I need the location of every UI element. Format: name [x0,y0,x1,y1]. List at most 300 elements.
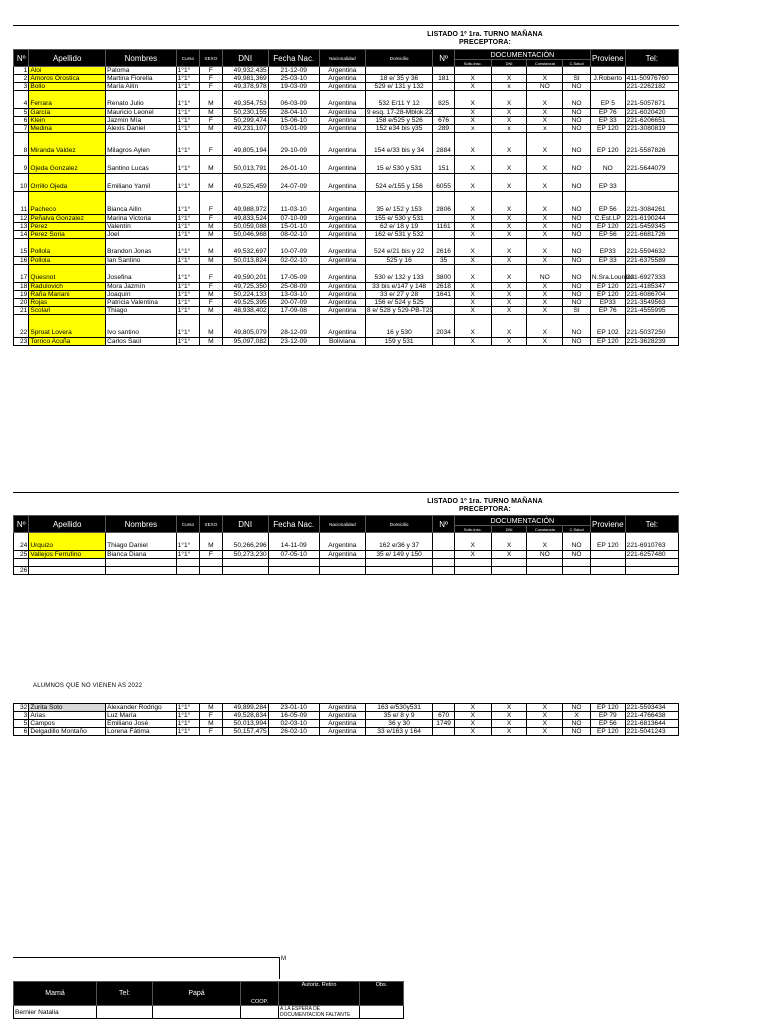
cell-fecha: 02-02-10 [268,257,319,265]
cell-csalud: SI [563,75,591,83]
cell-apellido: Zurita Soto [29,704,106,712]
absent-table-wrap [13,703,679,736]
cell-dni-doc [491,567,527,575]
cell-sexo: M [200,125,223,133]
cell-sexo: M [200,91,223,109]
cell-sexo: F [200,265,223,283]
col-solic: Solic.insc. [454,60,491,67]
cell-nombres: Brandon Jonas [106,239,177,257]
cell-nacionalidad: Argentina [319,291,365,299]
cell-num: 26 [14,567,29,575]
absent-caption: ALUMNOS QUE NO VIENEN AS 2022 [33,683,143,689]
cell-apellido: García [29,109,106,117]
cell-num: 21 [14,307,29,315]
col-coop: COOP. [241,982,279,1006]
cell-nombres: Thiago [106,307,177,315]
cell-sexo: F [200,551,223,559]
cell-domicilio: 529 e/ 131 y 132 [365,83,433,91]
cell-dni: 48,938,402 [222,307,268,315]
title-line-1: LISTADO 1º 1ra. TURNO MAÑANA [427,498,543,505]
cell-apellido: Quesnot [29,265,106,283]
cell-tel: 221-4185347 [625,283,678,291]
cell-nacionalidad: Argentina [319,125,365,133]
col-mama: Mamá [14,982,97,1006]
cell-dni-doc: x [491,125,527,133]
cell-dni-doc: X [491,239,527,257]
cell-num: 32 [14,704,29,712]
cell-proviene: EP 56 [590,231,625,239]
cell-tel: 411-50976760 [625,75,678,83]
cell-numero: 2884 [433,133,454,156]
cell-num: 9 [14,156,29,174]
cell-constancia: X [527,239,563,257]
table-row [14,315,679,338]
cell-solic: X [454,533,491,551]
col-tel: Tel: [625,516,678,533]
cell-nacionalidad: Argentina [319,223,365,231]
cell-sexo: F [200,712,223,720]
cell-tel: 221-6020420 [625,109,678,117]
cell-domicilio: 524 e/21 bis y 22 [365,239,433,257]
cell-nombres: Valentín [106,223,177,231]
cell-domicilio: 152 e34 bis y35 [365,125,433,133]
cell-constancia: NO [527,551,563,559]
cell-curso: 1°1° [176,231,200,239]
cell-constancia: X [527,307,563,315]
cell-tel [625,174,678,192]
cell-tel: 221-5057871 [625,91,678,109]
col-tel: Tel: [97,982,153,1006]
cell-nombres: Carlos Saúl [106,338,177,346]
cell-dni: 50,157,475 [222,728,268,736]
cell-nombres: Santino Lucas [106,156,177,174]
cell-csalud: X [563,712,591,720]
cell-sexo: F [200,283,223,291]
cell-apellido: Urquizo [29,533,106,551]
cell-fecha: 03-01-09 [268,125,319,133]
cell-fecha: 19-03-09 [268,83,319,91]
cell-nacionalidad [319,567,365,575]
cell-csalud: SI [563,307,591,315]
cell-constancia: X [527,299,563,307]
cell-nombres [106,567,177,575]
cell-num: 1 [14,67,29,75]
cell-proviene: EP 79 [590,712,625,720]
cell-proviene: EP 76 [590,307,625,315]
cell-domicilio: 159 y 531 [365,338,433,346]
cell-apellido: Miranda Valdez [29,133,106,156]
cell-solic [454,567,491,575]
cell-num: 13 [14,223,29,231]
cell-curso: 1°1° [176,257,200,265]
cell-apellido: Radulovich [29,283,106,291]
cell-numero: 670 [433,712,454,720]
cell-dni-doc: X [491,231,527,239]
cell-numero: 1749 [433,720,454,728]
col-num: Nº [14,50,29,67]
cell-curso: 1°1° [176,533,200,551]
table-row [14,551,679,559]
cell-constancia [527,567,563,575]
cell-sexo: F [200,728,223,736]
cell-sexo: M [200,307,223,315]
cell-numero [433,215,454,223]
list-title-2 [385,498,585,514]
table-row [14,67,679,75]
cell-proviene: EP 120 [590,125,625,133]
parents-table [13,981,404,1019]
cell-apellido: Vallejos Ferrufino [29,551,106,559]
cell-dni: 95,097,082 [222,338,268,346]
cell-csalud: NO [563,338,591,346]
cell-constancia: X [527,291,563,299]
cell-num: 14 [14,231,29,239]
cell-sexo: M [200,223,223,231]
cell-nacionalidad: Argentina [319,299,365,307]
col-num2: Nº [433,50,454,67]
cell-nacionalidad: Argentina [319,215,365,223]
cell-tel [97,1006,153,1019]
cell-numero [433,67,454,75]
cell-curso: 1°1° [176,551,200,559]
cell-solic [454,67,491,75]
cell-fecha: 26-01-10 [268,156,319,174]
cell-tel: 221-5644079 [625,156,678,174]
cell-tel: 221-6257480 [625,551,678,559]
list-title-1 [385,31,585,47]
cell-solic [454,559,491,567]
cell-dni: 49,981,369 [222,75,268,83]
cell-nacionalidad: Argentina [319,533,365,551]
cell-csalud: NO [563,109,591,117]
cell-tel: 221-3080819 [625,125,678,133]
col-dni: DNI [222,50,268,67]
cell-dni: 49,528,834 [222,712,268,720]
cell-nombres: Emiliano José [106,720,177,728]
cell-constancia: NO [527,83,563,91]
cell-proviene: EP 102 [590,315,625,338]
cell-curso: 1°1° [176,192,200,215]
cell-proviene: EP 33 [590,174,625,192]
student-table-2-wrap [13,515,679,575]
cell-curso [176,567,200,575]
cell-constancia: X [527,338,563,346]
cell-csalud: NO [563,239,591,257]
cell-domicilio: 35 e/ 149 y 150 [365,551,433,559]
cell-fecha: 07-10-09 [268,215,319,223]
cell-numero [433,307,454,315]
cell-tel: 221-6206651 [625,117,678,125]
cell-domicilio: 9 esq. 17-28-Mblok 22 [366,109,433,116]
cell-sexo: M [200,174,223,192]
cell-constancia: X [527,75,563,83]
col-num: Nº [14,516,29,533]
cell-curso: 1°1° [176,156,200,174]
cell-fecha: 20-07-09 [268,299,319,307]
cell-num: 22 [14,315,29,338]
cell-nacionalidad: Argentina [319,174,365,192]
cell-constancia: X [527,174,563,192]
cell-proviene: EP 33 [590,257,625,265]
table-1-body [14,67,679,346]
cell-sexo: M [200,315,223,338]
cell-proviene [590,83,625,91]
cell-csalud: NO [563,704,591,712]
cell-nacionalidad: Argentina [319,265,365,283]
cell-tel: 221-6086704 [625,291,678,299]
cell-sexo [200,567,223,575]
cell-tel: 221-3628239 [625,338,678,346]
cell-proviene: EP 120 [590,704,625,712]
cell-constancia: X [527,223,563,231]
cell-domicilio [365,567,433,575]
table-row [14,567,679,575]
cell-numero: 6055 [433,174,454,192]
col-constancia: Constancia [527,526,563,533]
cell-num: 2 [14,75,29,83]
table-row [14,559,679,567]
cell-curso: 1°1° [176,307,200,315]
parents-row [14,1006,404,1019]
cell-fecha: 17-09-08 [268,307,319,315]
cell-constancia: X [527,156,563,174]
cell-apellido: Aloi [29,67,106,75]
table-row [14,117,679,125]
cell-dni: 50,013,994 [222,720,268,728]
cell-nombres: Joaquín [106,291,177,299]
cell-domicilio: 62 e/ 18 y 19 [365,223,433,231]
cell-solic: X [454,720,491,728]
col-apellido: Apellido [29,516,106,533]
cell-dni-doc: X [491,133,527,156]
cell-tel: 221-4766438 [625,712,678,720]
cell-nacionalidad: Argentina [319,67,365,75]
cell-numero [433,299,454,307]
cell-constancia: X [527,192,563,215]
cell-csalud [563,67,591,75]
parents-marker: M [281,956,286,962]
col-curso: Curso [176,516,200,533]
cell-dni-doc: X [491,265,527,283]
table-row [14,192,679,215]
table-row [14,257,679,265]
cell-solic: X [454,83,491,91]
cell-fecha: 07-05-10 [268,551,319,559]
cell-domicilio: 156 e/ 524 y 525 [365,299,433,307]
cell-dni: 49,525,459 [222,174,268,192]
cell-solic: X [454,307,491,315]
cell-tel: 221-5587826 [625,133,678,156]
cell-apellido: Arias [29,712,106,720]
cell-nombres: Paloma [106,67,177,75]
cell-constancia: X [527,133,563,156]
cell-num: 3 [14,83,29,91]
cell-constancia: X [527,315,563,338]
cell-dni-doc: X [491,315,527,338]
cell-num: 6 [14,117,29,125]
col-dni: DNI [222,516,268,533]
cell-constancia: X [527,704,563,712]
cell-num [14,559,29,567]
col-curso: Curso [176,50,200,67]
cell-dni-doc [491,67,527,75]
cell-fecha: 28-12-09 [268,315,319,338]
cell-fecha: 14-11-09 [268,533,319,551]
cell-tel: 221-6681726 [625,231,678,239]
cell-fecha: 23-01-10 [268,704,319,712]
cell-dni-doc: X [491,257,527,265]
cell-sexo: M [200,231,223,239]
cell-domicilio: 35 e/ 152 y 153 [365,192,433,215]
cell-dni: 49,988,972 [222,192,268,215]
col-documentacion: DOCUMENTACIÓN [454,516,590,526]
cell-nombres: Milagros Aylen [106,133,177,156]
table-row [14,283,679,291]
cell-nombres: María Ailín [106,83,177,91]
cell-num: 12 [14,215,29,223]
cell-tel: 221-4555995 [625,307,678,315]
cell-proviene [590,551,625,559]
cell-proviene: EP 76 [590,109,625,117]
cell-numero [433,704,454,712]
cell-solic: X [454,239,491,257]
cell-dni-doc: X [491,712,527,720]
cell-dni: 49,805,194 [222,133,268,156]
cell-nacionalidad: Argentina [319,257,365,265]
cell-csalud: NO [563,133,591,156]
col-nombres: Nombres [106,50,177,67]
cell-numero: 181 [433,75,454,83]
cell-domicilio: 35 e/ 8 y 9 [365,712,433,720]
col-obs: Obs. [360,982,404,1006]
cell-domicilio: 532 E/11 Y 12 [365,91,433,109]
cell-dni: 49,805,079 [222,315,268,338]
cell-apellido: Ferrara [29,91,106,109]
cell-curso: 1°1° [176,75,200,83]
cell-csalud: NO [563,299,591,307]
cell-csalud [563,567,591,575]
cell-sexo: M [200,109,223,117]
cell-dni: 50,059,088 [222,223,268,231]
cell-numero: 2806 [433,192,454,215]
col-num2: Nº [433,516,454,533]
cell-csalud: NO [563,215,591,223]
cell-fecha: 13-03-10 [268,291,319,299]
col-domicilio: Domicilio [365,50,433,67]
cell-numero [433,83,454,91]
cell-proviene: EP 56 [590,720,625,728]
table-row [14,291,679,299]
cell-solic: x [454,125,491,133]
cell-tel: 221-2262182 [625,83,678,91]
cell-domicilio: 154 e/33 bis y 34 [365,133,433,156]
cell-num: 17 [14,265,29,283]
cell-apellido [29,559,106,567]
table-row [14,299,679,307]
cell-curso: 1°1° [176,338,200,346]
cell-numero [433,728,454,736]
cell-tel [625,567,678,575]
cell-num: 6 [14,728,29,736]
cell-proviene [590,567,625,575]
cell-solic: X [454,156,491,174]
cell-fecha: 15-01-10 [268,223,319,231]
cell-proviene: J.Roberto [590,75,625,83]
cell-solic: X [454,75,491,83]
cell-coop [241,1006,279,1019]
cell-num: 15 [14,239,29,257]
cell-nacionalidad: Argentina [319,91,365,109]
cell-num: 23 [14,338,29,346]
col-fecha: Fecha Nac. [268,516,319,533]
cell-curso: 1°1° [176,67,200,75]
cell-dni [222,559,268,567]
cell-fecha: 02-03-10 [268,720,319,728]
cell-nombres: Josefina [106,265,177,283]
cell-fecha: 25-08-09 [268,283,319,291]
cell-fecha: 17-05-09 [268,265,319,283]
cell-numero [433,567,454,575]
cell-proviene: EP 120 [590,283,625,291]
cell-dni-doc: X [491,551,527,559]
cell-solic: X [454,704,491,712]
cell-dni: 49,354,753 [222,91,268,109]
cell-apellido: Sproat Lovera [29,315,106,338]
col-dni-doc: DNI [491,60,527,67]
cell-dni: 49,378,978 [222,83,268,91]
cell-nacionalidad: Argentina [319,117,365,125]
cell-nacionalidad: Argentina [319,720,365,728]
table-row [14,125,679,133]
cell-fecha: 24-07-09 [268,174,319,192]
table-row [14,109,679,117]
cell-num: 25 [14,551,29,559]
cell-curso: 1°1° [176,174,200,192]
col-papa: Papá [153,982,241,1006]
cell-tel: 221-5041243 [625,728,678,736]
cell-fecha [268,567,319,575]
cell-dni: 49,833,524 [222,215,268,223]
cell-nombres: Mora Jazmín [106,283,177,291]
cell-solic: X [454,551,491,559]
col-sexo: SEXO [200,50,223,67]
cell-dni-doc: X [491,533,527,551]
table-row [14,239,679,257]
cell-proviene: EP 120 [590,291,625,299]
cell-numero: 289 [433,125,454,133]
cell-domicilio: 8 e/ 528 y 529-PB-T29 [366,307,434,314]
cell-constancia: X [527,712,563,720]
cell-solic: X [454,291,491,299]
cell-constancia [527,559,563,567]
cell-proviene: EP 5 [590,91,625,109]
cell-num: 3 [14,712,29,720]
cell-domicilio: 155 e/ 530 y 531 [365,215,433,223]
cell-apellido: Delgadillo Montaño [29,728,106,736]
cell-domicilio: 162 e/36 y 37 [365,533,433,551]
cell-numero: 825 [433,91,454,109]
cell-curso: 1°1° [176,720,200,728]
cell-dni: 50,266,296 [222,533,268,551]
cell-constancia: X [527,109,563,117]
cell-apellido: Raña Mariani [29,291,106,299]
cell-curso: 1°1° [176,704,200,712]
cell-dni: 49,899,284 [222,704,268,712]
cell-csalud: NO [563,533,591,551]
cell-csalud: NO [563,117,591,125]
absent-table [13,703,679,736]
cell-csalud: NO [563,265,591,283]
